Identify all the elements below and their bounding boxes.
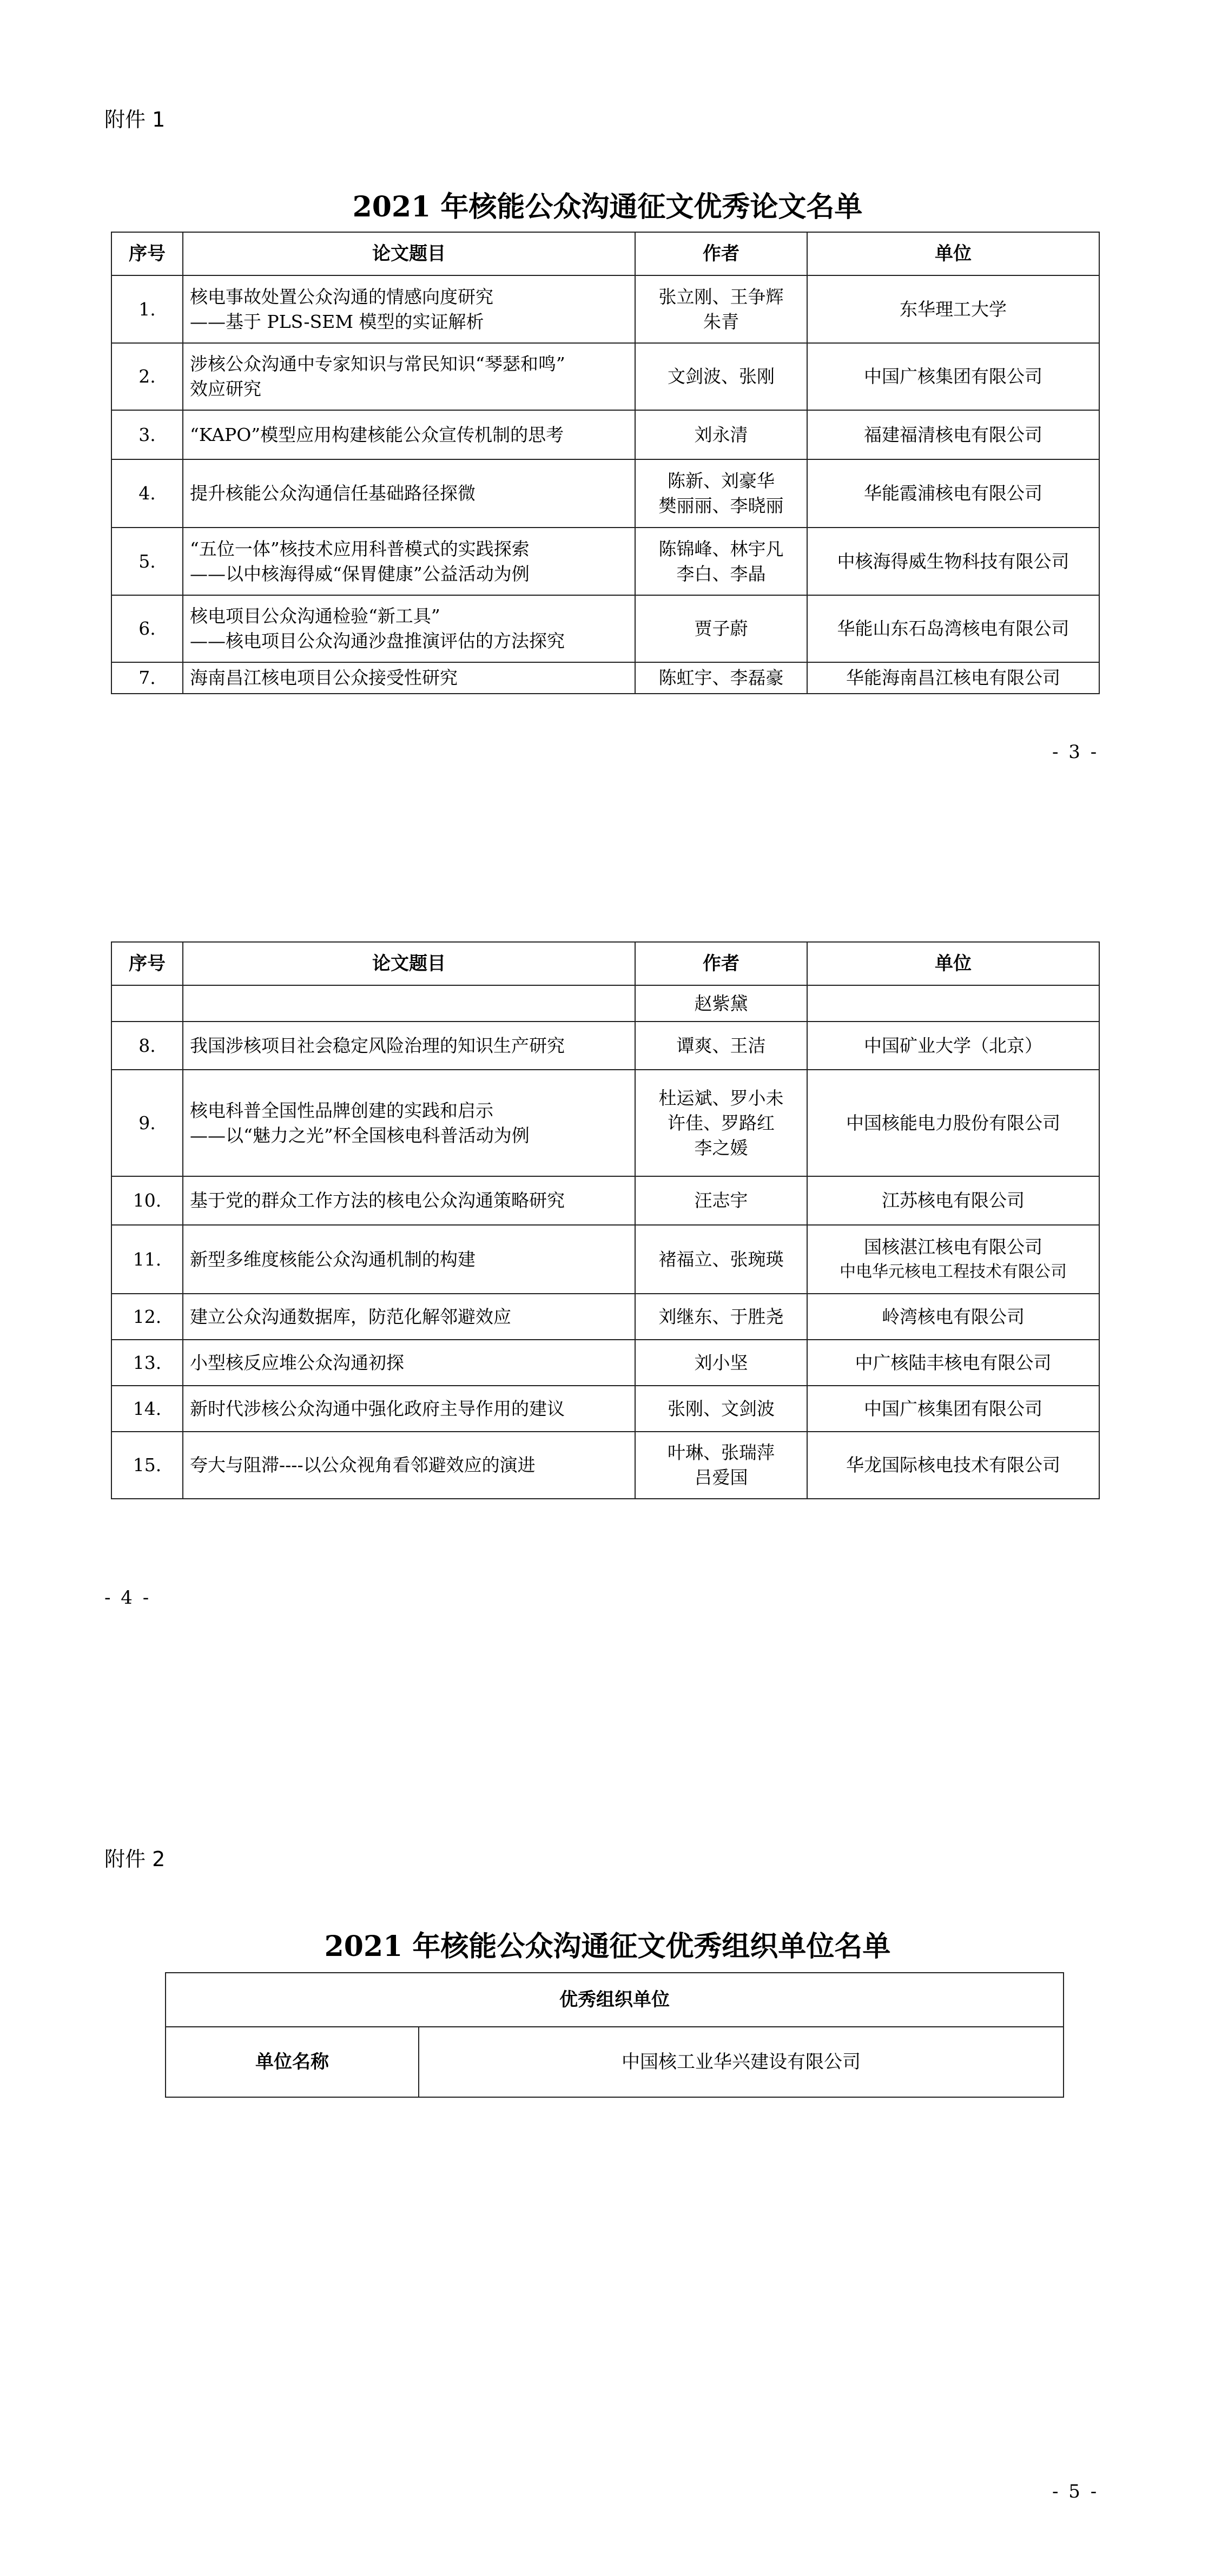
cell-unit-line: 东华理工大学 [900,298,1007,320]
cell-authors [635,595,807,662]
cell-authors-line: 朱青 [703,311,739,332]
cell-title [183,1176,635,1225]
cell-no [111,459,183,528]
cell-title-line: 提升核能公众沟通信任基础路径探微 [190,483,476,504]
cell-unit [807,1022,1099,1070]
org-value-cell: 中国核工业华兴建设有限公司 [419,2027,1064,2097]
table-row [111,1340,1099,1386]
cell-unit-line: 华能海南昌江核电有限公司 [846,667,1060,688]
cell-no-line: 2. [138,366,156,387]
cell-no [111,985,183,1022]
cell-no-line: 13. [133,1352,162,1373]
cell-authors-line: 杜运斌、罗小未 [658,1087,784,1109]
cell-unit-line: 中广核陆丰核电有限公司 [855,1352,1052,1373]
table-row [111,275,1099,343]
cell-authors [635,1070,807,1176]
cell-no-line: 14. [133,1398,162,1419]
cell-title-line: 核电项目公众沟通检验“新工具” [190,605,440,627]
cell-no-line: 3. [138,424,156,445]
header-unit: 单位 [807,942,1099,985]
cell-no [111,343,183,410]
cell-unit-line: 中国广核集团有限公司 [864,366,1042,387]
cell-title [183,343,635,410]
cell-authors-line: 文剑波、张刚 [668,366,775,387]
cell-authors-line: 叶琳、张瑞萍 [668,1442,775,1463]
attachment-label-1: 附件 1 [104,108,166,131]
table-row [111,595,1099,662]
cell-authors [635,1022,807,1070]
table-row [111,1432,1099,1499]
cell-authors [635,1386,807,1432]
cell-authors-line: 吕爱国 [694,1467,748,1488]
cell-title-line: ——核电项目公众沟通沙盘推演评估的方法探究 [190,630,565,651]
cell-authors [635,662,807,694]
cell-title-line: 夸大与阻滞----以公众视角看邻避效应的演进 [190,1454,536,1475]
table-row [111,459,1099,528]
page-title-organizations: 2021 年核能公众沟通征文优秀组织单位名单 [324,1930,891,1963]
cell-no-line: 1. [138,298,156,320]
cell-no [111,1294,183,1340]
table-row [111,1294,1099,1340]
cell-authors-line: 刘继东、于胜尧 [658,1306,784,1327]
papers-table-page3 [111,232,1100,694]
cell-unit-line: 国核湛江核电有限公司 [864,1236,1042,1257]
cell-no-line: 9. [138,1112,156,1134]
cell-no [111,1176,183,1225]
cell-unit [807,275,1099,343]
cell-no-line: 12. [133,1306,162,1327]
cell-unit [807,1432,1099,1499]
cell-no [111,1070,183,1176]
cell-no-line: 7. [138,667,156,688]
cell-title [183,1070,635,1176]
cell-authors-line: 汪志宇 [694,1190,748,1211]
cell-title [183,662,635,694]
header-no: 序号 [111,232,183,275]
org-label-cell: 单位名称 [166,2027,419,2097]
cell-authors [635,1294,807,1340]
cell-authors-line: 褚福立、张琬瑛 [658,1248,784,1270]
table-row [111,662,1099,694]
cell-unit-line: 中核海得威生物科技有限公司 [837,550,1069,572]
cell-unit-line: 福建福清核电有限公司 [864,424,1042,445]
cell-unit [807,1070,1099,1176]
cell-title [183,595,635,662]
cell-no [111,275,183,343]
cell-unit [807,595,1099,662]
cell-title-line: 核电事故处置公众沟通的情感向度研究 [190,286,493,307]
cell-authors-line: 刘永清 [694,424,748,445]
cell-title-line: 基于党的群众工作方法的核电公众沟通策略研究 [190,1190,565,1211]
cell-authors-line: 谭爽、王洁 [676,1035,766,1056]
cell-no [111,1022,183,1070]
cell-title [183,1294,635,1340]
page-number-4: - 4 - [104,1587,151,1609]
header-unit: 单位 [807,232,1099,275]
cell-title-line: 我国涉核项目社会稳定风险治理的知识生产研究 [190,1035,565,1056]
cell-title-line: 效应研究 [190,378,261,399]
cell-authors [635,985,807,1022]
header-author: 作者 [635,232,807,275]
organization-table [165,1972,1064,2098]
papers-table-page4 [111,941,1100,1499]
cell-authors-line: 樊丽丽、李晓丽 [658,495,784,516]
cell-authors-line: 李白、李晶 [676,563,766,584]
cell-no [111,662,183,694]
cell-authors-line: 贾子蔚 [694,618,748,639]
cell-title [183,1386,635,1432]
cell-unit-line: 江苏核电有限公司 [882,1190,1025,1211]
cell-no [111,1340,183,1386]
cell-authors [635,275,807,343]
cell-unit [807,1176,1099,1225]
cell-unit-line: 中电华元核电工程技术有限公司 [840,1262,1067,1281]
page-number-3: - 3 - [1052,741,1099,763]
cell-title [183,275,635,343]
cell-no-line: 5. [138,550,156,572]
cell-no [111,1386,183,1432]
table-row [111,1225,1099,1294]
cell-unit [807,1340,1099,1386]
cell-title-line: ——以“魅力之光”杯全国核电科普活动为例 [190,1124,530,1146]
cell-unit [807,1386,1099,1432]
cell-authors-line: 陈新、刘豪华 [668,470,775,491]
table-row [111,343,1099,410]
cell-title-line: “KAPO”模型应用构建核能公众宣传机制的思考 [190,424,564,445]
table-row [111,1386,1099,1432]
cell-title-line: 涉核公众沟通中专家知识与常民知识“琴瑟和鸣” [190,353,565,374]
cell-authors-line: 赵紫黛 [694,992,748,1014]
cell-no-line: 11. [133,1248,162,1270]
cell-no-line: 15. [133,1454,162,1475]
table-row [111,1070,1099,1176]
cell-unit-line: 岭湾核电有限公司 [882,1306,1025,1327]
table-row [111,1176,1099,1225]
cell-unit [807,1294,1099,1340]
cell-authors [635,1432,807,1499]
cell-authors [635,1225,807,1294]
cell-unit-line: 华能山东石岛湾核电有限公司 [837,618,1069,639]
cell-title-line: 核电科普全国性品牌创建的实践和启示 [190,1099,493,1121]
cell-authors [635,410,807,459]
header-author: 作者 [635,942,807,985]
cell-unit [807,662,1099,694]
attachment-label-2: 附件 2 [104,1847,166,1871]
cell-authors-line: 张刚、文剑波 [668,1398,775,1419]
cell-unit-line: 中国核能电力股份有限公司 [846,1112,1060,1134]
cell-no-line: 10. [133,1190,162,1211]
page-title-papers: 2021 年核能公众沟通征文优秀论文名单 [352,190,863,223]
cell-no [111,528,183,595]
cell-authors-line: 张立刚、王争辉 [658,286,784,307]
header-title: 论文题目 [183,232,635,275]
cell-title-line: 建立公众沟通数据库，防范化解邻避效应 [190,1306,511,1327]
cell-title [183,1225,635,1294]
cell-unit [807,1225,1099,1294]
cell-no [111,1225,183,1294]
cell-no [111,595,183,662]
page-number-5: - 5 - [1052,2481,1099,2502]
cell-no-line: 4. [138,483,156,504]
cell-authors-line: 陈虹宇、李磊豪 [658,667,784,688]
cell-authors-line: 刘小坚 [694,1352,748,1373]
cell-unit [807,343,1099,410]
cell-unit [807,985,1099,1022]
cell-authors [635,343,807,410]
cell-no-line: 8. [138,1035,156,1056]
cell-unit [807,459,1099,528]
cell-authors [635,1340,807,1386]
cell-no [111,410,183,459]
cell-title-line: 小型核反应堆公众沟通初探 [190,1352,404,1373]
cell-authors-line: 许佳、罗路红 [668,1112,775,1134]
cell-title [183,528,635,595]
cell-title [183,1022,635,1070]
org-table-header: 优秀组织单位 [166,1973,1064,2027]
cell-title [183,459,635,528]
cell-title [183,1340,635,1386]
table-row [111,528,1099,595]
cell-authors-line: 陈锦峰、林宇凡 [658,538,784,559]
cell-no-line: 6. [138,618,156,639]
cell-unit-line: 中国广核集团有限公司 [864,1398,1042,1419]
cell-title [183,985,635,1022]
cell-title-line: 新时代涉核公众沟通中强化政府主导作用的建议 [190,1398,565,1419]
cell-authors-line: 李之媛 [694,1137,748,1158]
header-no: 序号 [111,942,183,985]
cell-unit-line: 中国矿业大学（北京） [864,1035,1042,1056]
cell-title [183,410,635,459]
cell-title-line: ——以中核海得威“保胃健康”公益活动为例 [190,563,530,584]
header-title: 论文题目 [183,942,635,985]
cell-unit-line: 华龙国际核电技术有限公司 [846,1454,1060,1475]
cell-title-line: ——基于 PLS-SEM 模型的实证解析 [190,311,484,332]
cell-authors [635,528,807,595]
cell-authors [635,1176,807,1225]
cell-authors [635,459,807,528]
cell-unit-line: 华能霞浦核电有限公司 [864,483,1042,504]
cell-title-line: 海南昌江核电项目公众接受性研究 [190,667,458,688]
table-row [111,985,1099,1022]
cell-unit [807,410,1099,459]
cell-title [183,1432,635,1499]
cell-title-line: “五位一体”核技术应用科普模式的实践探索 [190,538,530,559]
cell-unit [807,528,1099,595]
table-row [111,410,1099,459]
cell-title-line: 新型多维度核能公众沟通机制的构建 [190,1248,476,1270]
table-row [111,1022,1099,1070]
cell-no [111,1432,183,1499]
